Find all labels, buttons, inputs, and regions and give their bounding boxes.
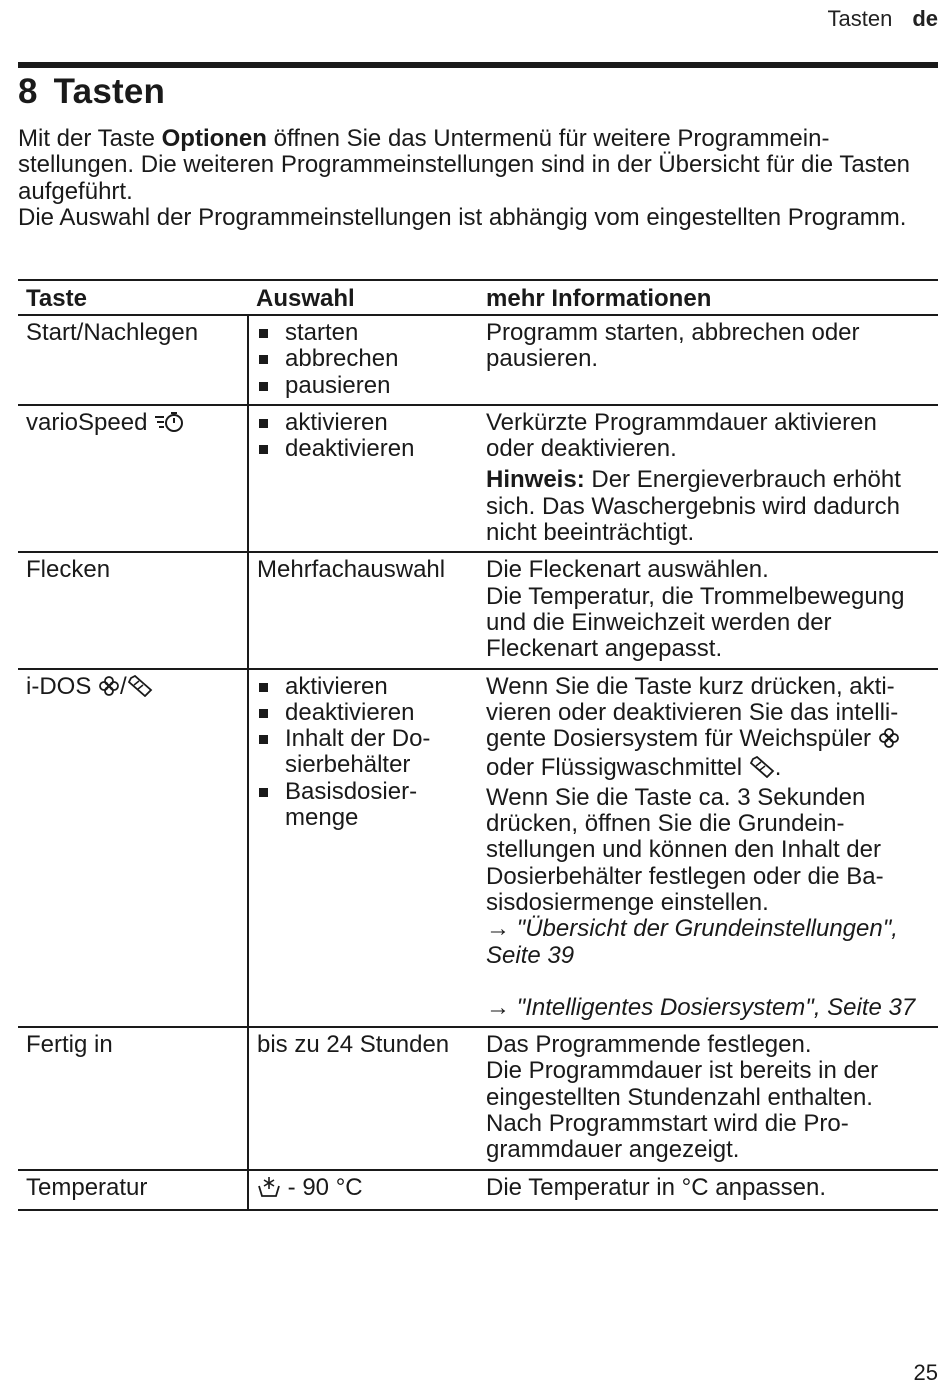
key-finish: Fertig in (18, 1027, 248, 1169)
intro-p1-before: Mit der Taste (18, 125, 162, 152)
selection-variospeed (248, 405, 478, 552)
fabric-softener-icon (878, 727, 900, 755)
arrow-right-icon: → (486, 993, 510, 1021)
list-item: deaktivieren (257, 700, 470, 726)
list-item: pausieren (257, 373, 470, 399)
info-temperature: Die Temperatur in °C anpassen. (478, 1170, 938, 1210)
intro-paragraph-2: Die Auswahl der Programmeinstellungen ist abhängig vom eingestellten Programm. (18, 203, 907, 231)
info-idos-1 (486, 674, 930, 785)
header-section: Tasten (827, 6, 893, 31)
key-idos-separator: / (120, 672, 127, 700)
selection-start (248, 315, 478, 405)
table-row-stain (18, 552, 938, 668)
list-item: aktivieren (257, 410, 470, 436)
info-idos-1c: . (774, 754, 782, 782)
info-start: Programm starten, abbrechen oder pausieren. (478, 315, 938, 405)
info-idos-1a: Wenn Sie die Taste kurz drücken, aktivieren oder deaktivieren Sie das intelligente Dosiersystem für Weichspüler (486, 672, 899, 753)
variospeed-icon (154, 411, 184, 439)
table-row-idos (18, 669, 938, 1028)
intro-p1-after: öffnen Sie das Untermenü für weitere Programmeinstellungen. Die weiteren Programmeinstellungen sind in der Übersicht für die Tasten aufgeführt. (18, 125, 911, 205)
cross-reference-text: "Übersicht der Grundeinstellungen", Seite 39 (486, 915, 898, 969)
chapter-title-text: Tasten (53, 72, 166, 111)
key-temperature: Temperatur (18, 1170, 248, 1210)
cold-wash-icon (257, 1176, 281, 1204)
list-item: abbrechen (257, 346, 470, 372)
list-item: Inhalt der Dosierbehälter (257, 726, 470, 779)
table-row-variospeed (18, 405, 938, 552)
key-stain: Flecken (18, 552, 248, 668)
header-language: de (912, 6, 938, 31)
list-item: starten (257, 320, 470, 346)
header-info: mehr Informationen (478, 280, 938, 315)
list-item: Basisdosiermenge (257, 779, 470, 832)
chapter-number: 8 (18, 72, 38, 111)
info-idos (478, 669, 938, 1028)
info-variospeed (478, 405, 938, 552)
key-idos (18, 669, 248, 1028)
key-idos-label: i-DOS (26, 672, 92, 700)
table-row-finish (18, 1027, 938, 1169)
selection-finish: bis zu 24 Stunden (248, 1027, 478, 1169)
page-number: 25 (913, 1360, 938, 1385)
option-list (257, 674, 470, 832)
cross-reference-link[interactable] (486, 916, 930, 969)
info-finish (478, 1027, 938, 1169)
key-variospeed-label: varioSpeed (26, 408, 148, 436)
info-finish-2: Die Programmdauer ist bereits in der eingestellten Stundenzahl enthalten. Nach Programmstart wird die Programmdauer angezeigt. (486, 1057, 879, 1164)
selection-stain: Mehrfachauswahl (248, 552, 478, 668)
chapter-title (18, 72, 165, 112)
liquid-detergent-icon (749, 756, 775, 784)
info-variospeed-text: Verkürzte Programmdauer aktivieren oder deaktivieren. (486, 408, 877, 463)
intro-text (18, 126, 918, 231)
intro-paragraph-1 (18, 126, 918, 205)
key-variospeed (18, 405, 248, 552)
table-row-temperature (18, 1170, 938, 1210)
note-label: Hinweis: (486, 466, 585, 494)
info-stain-1: Die Fleckenart auswählen. (486, 556, 769, 584)
note-text: Der Energieverbrauch erhöht sich. Das Waschergebnis wird dadurch nicht beeinträchtigt. (486, 466, 901, 547)
info-idos-2: Wenn Sie die Taste ca. 3 Sekunden drücken, öffnen Sie die Grundeinstellungen und können den Inhalt der Dosierbehälter festlegen oder die Basisdosiermenge einstellen. (486, 783, 884, 916)
selection-idos (248, 669, 478, 1028)
running-header (827, 6, 938, 32)
cross-reference-link[interactable] (486, 995, 930, 1021)
info-stain (478, 552, 938, 668)
intro-p1-bold: Optionen (161, 125, 267, 152)
info-finish-1: Das Programmende festlegen. (486, 1031, 812, 1059)
selection-temperature (248, 1170, 478, 1210)
header-rule (18, 62, 938, 68)
option-list (257, 410, 470, 463)
spacer (486, 969, 930, 995)
list-item: aktivieren (257, 674, 470, 700)
arrow-right-icon: → (486, 915, 510, 943)
fabric-softener-icon (98, 675, 120, 703)
note (486, 467, 930, 546)
table-row-start (18, 315, 938, 405)
info-idos-1b: oder Flüssigwaschmittel (486, 754, 749, 782)
cross-reference-text: "Intelligentes Dosiersystem", Seite 37 (510, 993, 916, 1021)
option-list (257, 320, 470, 399)
keys-table (18, 279, 938, 1211)
list-item: deaktivieren (257, 436, 470, 462)
table-header-row (18, 280, 938, 315)
info-stain-2: Die Temperatur, die Trommelbewegung und die Einweichzeit werden der Fleckenart angepasst. (486, 582, 905, 663)
selection-temperature-text: - 90 °C (281, 1173, 363, 1201)
liquid-detergent-icon (127, 675, 153, 703)
header-selection: Auswahl (248, 280, 478, 315)
header-key: Taste (18, 280, 248, 315)
key-start: Start/Nachlegen (18, 315, 248, 405)
